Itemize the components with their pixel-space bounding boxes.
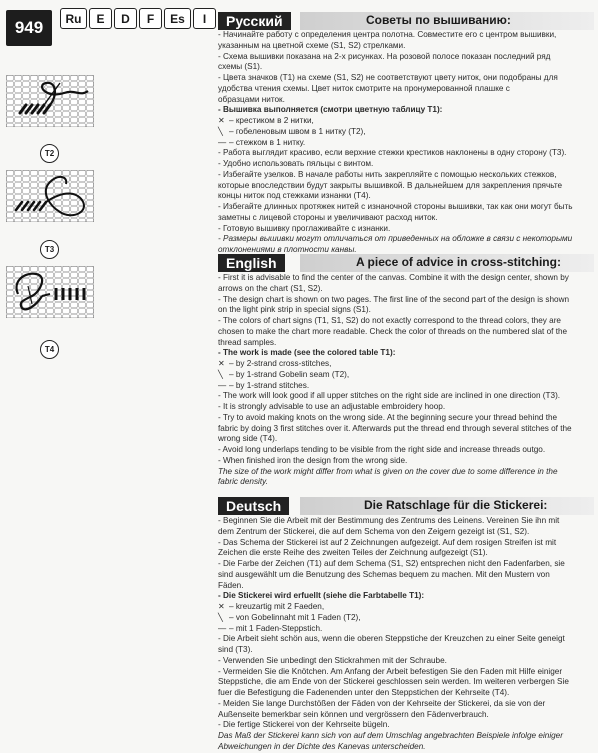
section-title-ru: Советы по вышиванию: bbox=[366, 13, 511, 27]
section-title-en: A piece of advice in cross-stitching: bbox=[356, 255, 561, 269]
gobelin-stitch-symbol-icon: ╲ bbox=[218, 369, 223, 379]
gobelin-stitch-illustration bbox=[6, 75, 94, 127]
gobelin-stitch-symbol-icon: ╲ bbox=[218, 126, 223, 136]
figure-label-t4: T4 bbox=[40, 340, 59, 359]
section-header-de bbox=[218, 497, 594, 515]
lang-tab-e[interactable]: E bbox=[89, 8, 112, 29]
section-body-de: - Beginnen Sie die Arbeit mit der Bestimmung des Zentrums des Leinens. Vereinen Sie ihn mit dem Zentrum der Stickerei, die auf dem Schema von den Zeigern gezeigt ist (S1, S2). - Das Schema der Stickerei ist auf 2 Zeichnungen aufgezeigt. Auf dem rosigen Streifen ist mit Zeichen die erste Reihe des zweiten Teiles der Zeichnung aufgezeigt (S1). - Die Farbe der Zeichen (T1) auf dem Schema (S1, S2) entsprechen nicht den Fadenfarben, sie sind ausgewählt um die Benutzung des Schemas bequem zu machen. Mit den Mustern von Fäden. - Die Stickerei wird erfuellt (siehe die Farbtabelle T1): ✕ – kreuzartig mit 2 Faeden, ╲ – von Gobelinnaht mit 1 Faden (T2), — – mit 1 Faden-Steppstich. - Die Arbeit sieht schön aus, wenn die oberen Steppstiche der Kreuzchen zu einer Seite geneigt sind (T3). - Verwenden Sie unbedingt den Stickrahmen mit der Schraube. - Vermeiden Sie die Knötchen. Am Anfang der Arbeit befestigen Sie den Faden mit Hilfe einiger Steppstiche, die am Ende von der Stickerei geschlossen sein werden. Im weiteren verbergen Sie fuer die Befestigung die Fadenenden unter den Steppstichen der Kehrseite (T4). - Meiden Sie lange Durchstößen der Fäden von der Kehrseite der Stickerei, da sie von der Außenseite bemerkbar sein können und vergrössern den Fädenverbrauch. - Die fertige Stickerei von der Kehrseite bügeln. Das Maß der Stickerei kann sich von auf dem Umschlag angebrachten Beispiele infolge einiger Abweichungen in der Dichte des Kanevas unterscheiden. bbox=[218, 516, 569, 751]
lang-tab-f[interactable]: F bbox=[139, 8, 162, 29]
section-title-de: Die Ratschlage für die Stickerei: bbox=[364, 498, 548, 512]
lang-tab-es[interactable]: Es bbox=[164, 8, 191, 29]
thread-securing-illustration bbox=[6, 266, 94, 318]
figure-label-t3: T3 bbox=[40, 240, 59, 259]
cross-stitch-symbol-icon: ✕ bbox=[218, 116, 225, 125]
lang-tab-i[interactable]: I bbox=[193, 8, 216, 29]
figure-label-t2: T2 bbox=[40, 144, 59, 163]
section-header-ru bbox=[218, 12, 594, 30]
lang-tab-d[interactable]: D bbox=[114, 8, 137, 29]
backstitch-symbol-icon: — bbox=[218, 623, 227, 633]
backstitch-symbol-icon: — bbox=[218, 380, 227, 390]
section-tab-ru: Русский bbox=[218, 12, 291, 30]
page-number: 949 bbox=[6, 10, 52, 46]
section-tab-en: English bbox=[218, 254, 285, 272]
section-header-en bbox=[218, 254, 594, 272]
cross-stitch-direction-illustration bbox=[6, 170, 94, 222]
section-tab-de: Deutsch bbox=[218, 497, 289, 515]
lang-tab-ru[interactable]: Ru bbox=[60, 8, 87, 29]
section-body-ru: - Начинайте работу с определения центра полотна. Совместите его с центром вышивки, указанным на цветной схеме (S1, S2) стрелками. - Схема вышивки показана на 2-х рисунках. На розовой полосе показан последний ряд схемы (S1). - Цвета значков (T1) на схеме (S1, S2) не соответствуют цвету ниток, они подобраны для удобства чтения схемы. Цвет ниток смотрите на пронумерованной плашке с образцами ниток. - Вышивка выполняется (смотри цветную таблицу T1): ✕ – крестиком в 2 нитки, ╲ – гобеленовым швом в 1 нитку (T2), — – стежком в 1 нитку. - Работа выглядит красиво, если верхние стежки крестиков наклонены в одну сторону (T3). - Удобно использовать пяльцы с винтом. - Избегайте узелков. В начале работы нить закрепляйте с помощью нескольких стежков, которые впоследствии будут закрыты вышивкой. В дальнейшем для закрепления прячьте концы ниток под стежками изнанки (T4). - Избегайте длинных протяжек нитей с изнаночной стороны вышивки, так как они могут быть заметны с лицевой стороны и увеличивают расход ниток. - Готовую вышивку проглаживайте с изнанки. - Размеры вышивки могут отличаться от приведенных на обложке в связи с некоторыми отклонениями в плотности канвы. bbox=[218, 30, 573, 254]
backstitch-symbol-icon: — bbox=[218, 137, 227, 147]
cross-stitch-symbol-icon: ✕ bbox=[218, 602, 225, 611]
gobelin-stitch-symbol-icon: ╲ bbox=[218, 612, 223, 622]
section-body-en: - First it is advisable to find the center of the canvas. Combine it with the design center, shown by arrows on the chart (S1, S2). - The design chart is shown on two pages. The first line of the second part of the design is shown on the light pink strip in special signs (S1). - The colors of chart signs (T1, S1, S2) do not exactly correspond to the thread colors, they are chosen to make the chart more readable. Check the color of threads on the numbered slat of the thread samples. - The work is made (see the colored table T1): ✕ – by 2-strand cross-stitches, ╲ – by 1-strand Gobelin seam (T2), — – by 1-strand stitches. - The work will look good if all upper stitches on the right side are inclined in one direction (T3). - It is strongly advisable to use an adjustable embroidery hoop. - Try to avoid making knots on the wrong side. At the beginning secure your thread behind the fabric by doing 3 first stitches over it. Afterwards put the thread end through several stitches of the wrong side (T4). - Avoid long underlaps tending to be visible from the right side and increase threads outgo. - When finished iron the design from the wrong side. The size of the work might differ from what is given on the cover due to some difference in the fabric density. bbox=[218, 273, 572, 487]
cross-stitch-symbol-icon: ✕ bbox=[218, 359, 225, 368]
